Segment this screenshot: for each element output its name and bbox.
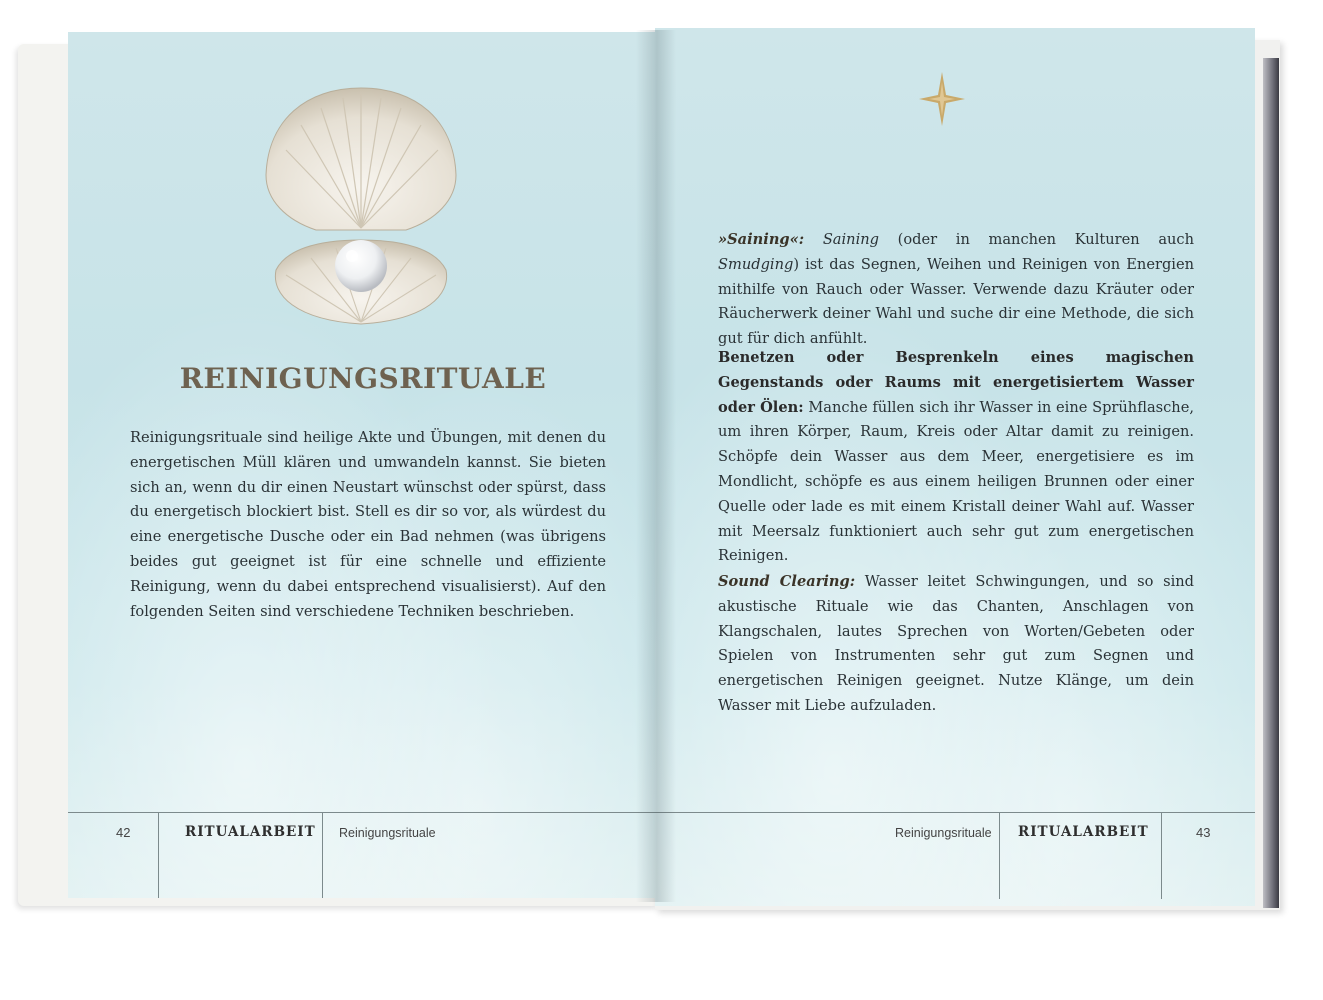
footer-topic-cell [322,813,658,898]
paragraph-benetzen [718,346,1194,569]
footer-topic-cell [655,813,999,899]
footer-section-cell [158,813,323,898]
chapter-title: REINIGUNGSRITUALE [179,362,547,395]
lead-term-sound-clearing: Sound Clearing: [718,573,856,590]
text-fragment: Manche füllen sich ihr Wasser in eine Sprühflasche, um ihren Körper, Raum, Kreis oder Altar damit zu reinigen. Schöpfe dein Wasser aus dem Meer, energetisiere es im Mondlicht, schöpfe es aus einem heiligen Brunnen oder einer Quelle oder lade es mit einem Kristall deiner Wahl auf. Wasser mit Meersalz funktioniert auch sehr gut zum energetischen Reinigen. [718,398,1194,565]
paragraph-sound-clearing [718,570,1194,719]
footer-page-number-cell [1161,813,1255,899]
compass-star-icon [917,70,967,128]
lead-term-benetzen: Benetzen oder Besprenkeln eines magischen Gegenstands oder Raums mit energetisiertem Wasser oder Ölen: [718,349,1194,416]
footer-page-number-cell [68,813,158,898]
footer-topic: Reinigungsrituale [895,826,992,840]
page-number: 42 [116,825,131,840]
right-book-cover-edge [1263,58,1279,908]
lead-term-saining: »Saining«: [718,231,805,248]
text-fragment: (oder in manchen Kulturen auch [879,231,1194,248]
footer-topic: Reinigungsrituale [339,826,436,840]
right-footer [655,812,1255,899]
text-fragment: ) ist das Segnen, Weihen und Reinigen von Energien mithilfe von Rauch oder Wasser. Verwende dazu Kräuter oder Räucherwerk deiner Wahl und suche dir eine Methode, die sich gut für dich anfühlt. [718,255,1194,348]
text-fragment: Wasser leitet Schwingungen, und so sind akustische Rituale wie das Chanten, Anschlagen von Klangschalen, lautes Sprechen von Worten/Gebeten oder Spielen von Instrumenten sehr gut zum Segnen und energetischen Reinigen geeignet. Nutze Klänge, um dein Wasser mit Liebe aufzuladen. [718,573,1194,714]
page-number: 43 [1196,825,1211,840]
shell-with-pearl-icon [246,80,476,332]
intro-paragraph: Reinigungsrituale sind heilige Akte und Übungen, mit denen du energetischen Müll klären und umwandeln kannst. Sie bieten sich an, wenn du dir einen Neustart wünschst oder spürst, dass du energetisch blockiert bist. Stell es dir so vor, als würdest du eine energetische Dusche oder ein Bad nehmen (was übrigens beides gut geeignet ist für eine schnelle und effiziente Reinigung, wenn du dabei entsprechend visualisierst). Auf den folgenden Seiten sind verschiedene Techniken beschrieben. [130,429,606,620]
right-page [655,28,1255,906]
footer-section: RITUALARBEIT [1018,824,1149,840]
footer-section-cell [999,813,1162,899]
footer-section: RITUALARBEIT [185,824,316,840]
left-footer [68,812,658,898]
paragraph-saining [718,228,1194,352]
left-page [68,32,658,898]
term-saining: Saining [822,231,879,248]
term-smudging: Smudging [718,255,794,273]
text-fragment [804,231,823,248]
